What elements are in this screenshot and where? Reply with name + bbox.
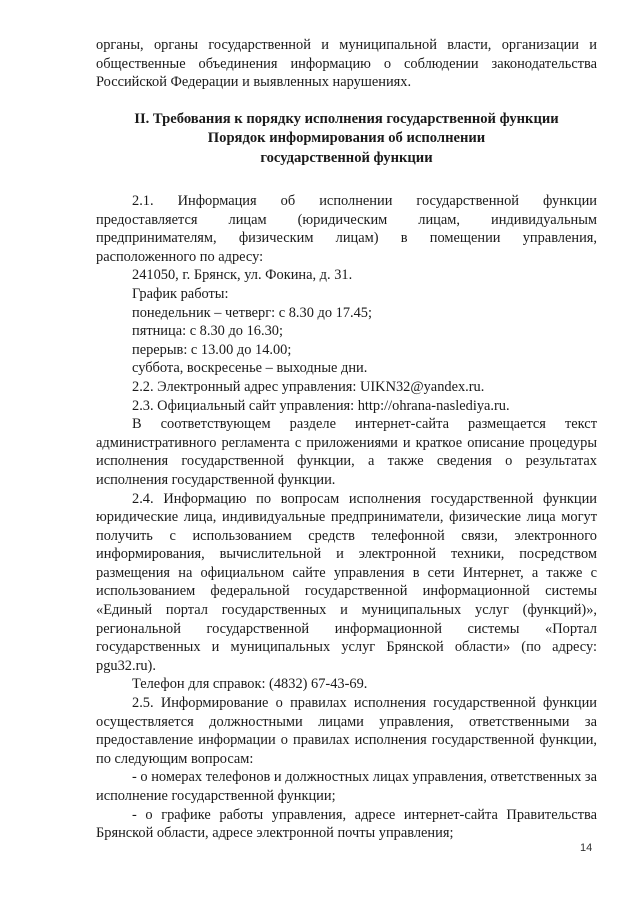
address-line: 241050, г. Брянск, ул. Фокина, д. 31. xyxy=(132,267,353,284)
heading-line-2: Порядок информирования об исполнении xyxy=(207,130,486,147)
schedule-break: перерыв: с 13.00 до 14.00; xyxy=(132,341,292,358)
bullet-schedule-website: - о графике работы управления, адресе интернет-сайта Правительства Брянской области, адресе электронной почты управления; xyxy=(96,806,597,842)
page-number: 14 xyxy=(580,842,593,854)
heading-line-3: государственной функции xyxy=(260,149,433,166)
schedule-weekend: суббота, воскресенье – выходные дни. xyxy=(132,360,368,377)
schedule-weekdays: понедельник – четверг: с 8.30 до 17.45; xyxy=(132,304,372,321)
schedule-title: График работы: xyxy=(132,285,229,302)
paragraph-2-4: 2.4. Информацию по вопросам исполнения государственной функции юридические лица, индивидуальные предприниматели, физические лица могут получить с использованием средств телефонной связи, электронного информирования, вычислительной и электронной техники, посредством размещения на официальном сайте управления в сети Интернет, а также с использованием федеральной государственной информационной системы «Единый портал государственных и муниципальных услуг (функций)», региональной государственной информационной системы «Портал государственных и муниципальных услуг Брянской области» (по адресу: pgu32.ru). xyxy=(96,490,597,674)
paragraph-2-3-website: 2.3. Официальный сайт управления: http://ohrana-naslediya.ru. xyxy=(132,397,510,414)
paragraph-2-1: 2.1. Информация об исполнении государственной функции предоставляется лицам (юридическим лицам, индивидуальным предпринимателям, физическим лицам) в помещении управления, расположенного по адресу: xyxy=(96,193,597,265)
document-body xyxy=(96,36,597,843)
schedule-friday: пятница: с 8.30 до 16.30; xyxy=(132,323,283,340)
heading-line-1: II. Требования к порядку исполнения государственной функции xyxy=(134,110,559,127)
phone-line: Телефон для справок: (4832) 67-43-69. xyxy=(132,676,368,693)
paragraph-website-contents: В соответствующем разделе интернет-сайта размещается текст административного регламента с приложениями и краткое описание процедуры исполнения государственной функции, а также сведения о результатах исполнения государственной функции. xyxy=(96,416,597,488)
paragraph-2-2-email: 2.2. Электронный адрес управления: UIKN32@yandex.ru. xyxy=(132,378,485,395)
bullet-phones-officials: - о номерах телефонов и должностных лицах управления, ответственных за исполнение государственной функции; xyxy=(96,769,597,804)
intro-paragraph: органы, органы государственной и муниципальной власти, организации и общественные объединения информацию о соблюдении законодательства Российской Федерации и выявленных нарушениях. xyxy=(96,37,597,91)
paragraph-2-5: 2.5. Информирование о правилах исполнения государственной функции осуществляется должностными лицами управления, ответственными за предоставление информации о правилах исполнения государственной функции, по следующим вопросам: xyxy=(96,695,597,767)
section-heading xyxy=(96,110,597,168)
